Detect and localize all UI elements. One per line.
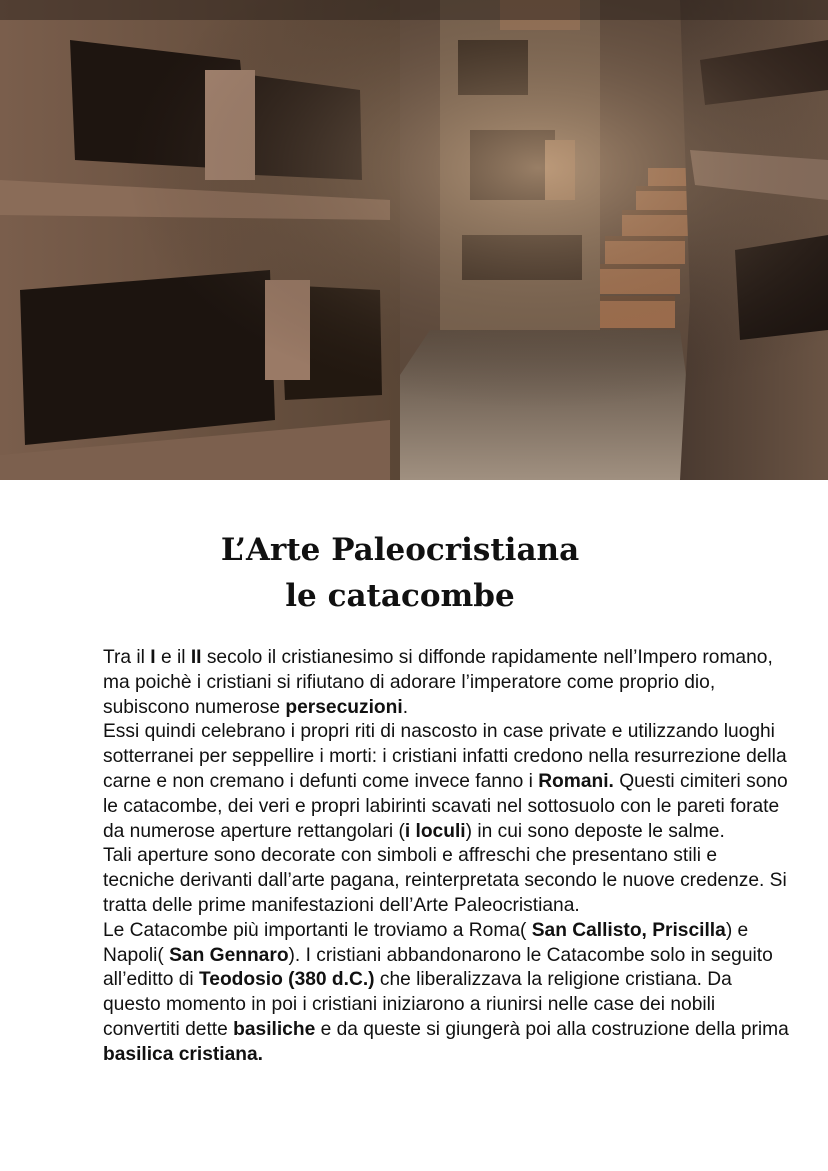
bold-term: II [190,647,202,668]
bold-term: persecuzioni [285,696,403,718]
paragraph-2 [103,720,793,844]
text-span: ) e Napoli( [103,919,749,966]
title-line-2: le catacombe [285,578,515,614]
paragraph-4 [103,919,793,1068]
bold-term: I [150,647,156,668]
text-span: Tra il [103,647,151,668]
catacomb-illustration [0,0,828,480]
text-span: ) in cui sono deposte le salme. [465,820,725,842]
page-title [0,527,800,619]
text-span: Essi quindi celebrano i propri riti di nascosto in case private e utilizzando luoghi sotterranei per seppellire i morti: i cristiani infatti credono nella resurrezione della carne e non cremano i defunti come invece fanno i [103,721,787,792]
text-span: . [402,696,409,718]
bold-term: Teodosio (380 d.C.) [199,969,375,991]
paragraph-3 [103,844,793,918]
text-span: e da queste si giungerà poi alla costruzione della prima [315,1018,789,1040]
catacomb-hero-image [0,0,828,480]
title-line-1: L’Arte Paleocristiana [220,532,580,568]
bold-term: Romani. [538,770,614,792]
text-span: ). I cristiani abbandonarono le Catacombe solo in seguito all’editto di [103,944,773,991]
text-span: Questi cimiteri sono le catacombe, dei veri e propri labirinti scavati nel sottosuolo con le pareti forate da numerose aperture rettangolari ( [103,770,788,842]
bold-term: basiliche [233,1018,316,1040]
text-span: che liberalizzava la religione cristiana. Da questo momento in poi i cristiani iniziarono a riunirsi nelle case dei nobili convertiti dette [103,969,732,1040]
text-span: Tali aperture sono decorate con simboli e affreschi che presentano stili e tecniche derivanti dall’arte pagana, reinterpretata secondo le nuove credenze. Si tratta delle prime manifestazioni dell’Arte Paleocristiana. [103,845,787,916]
text-span: secolo il cristianesimo si diffonde rapidamente nell’Impero romano, ma poichè i cristiani si rifiutano di adorare l’imperatore come proprio dio, subiscono numerose [103,647,773,718]
bold-term: San Gennaro [169,944,289,966]
bold-term: San Callisto, Priscilla [531,919,726,941]
paragraph-1 [103,646,793,720]
text-span: Le Catacombe più importanti le troviamo a Roma( [103,919,532,941]
bold-term: i loculi [404,820,466,842]
bold-term: basilica cristiana. [103,1043,263,1065]
article-body [103,646,793,1068]
text-span: e il [155,647,191,668]
